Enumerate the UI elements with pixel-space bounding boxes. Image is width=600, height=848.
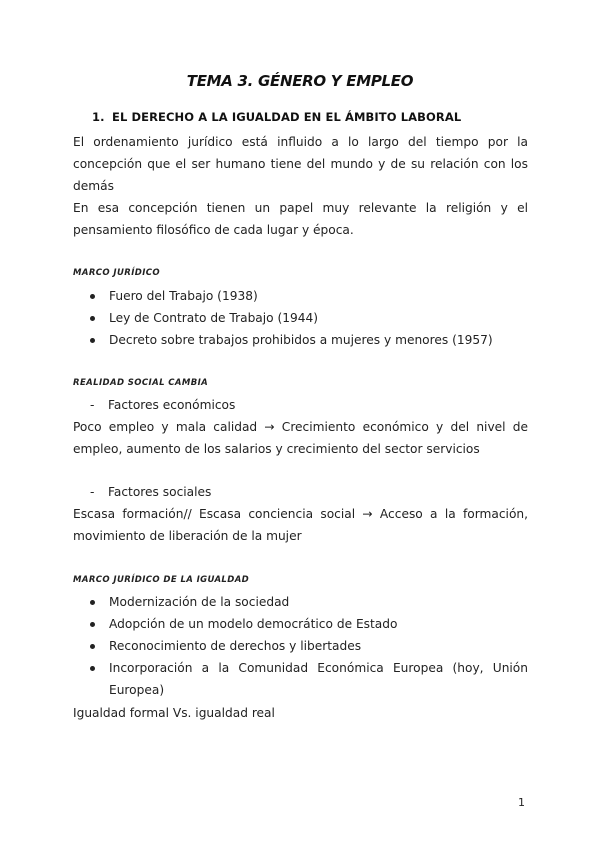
list-item-text: Incorporación a la Comunidad Económica Europea (hoy, Unión Europea) [109,661,528,697]
list-item [73,591,528,613]
list-item-text: Modernización de la sociedad [109,595,290,609]
dash-marker: - [90,485,95,499]
paragraph-intro: El ordenamiento jurídico está influido a lo largo del tiempo por la concepción que el ser humano tiene del mundo y de su relación con los demás [73,135,528,193]
page-title: TEMA 3. GÉNERO Y EMPLEO [186,72,414,90]
factor-economicos [90,394,235,416]
list-marco-juridico [73,285,528,351]
bullet-icon [90,600,95,605]
bullet-icon [90,294,95,299]
factor-label: Factores económicos [108,398,236,412]
list-marco-igualdad [73,591,528,701]
paragraph-concept: En esa concepción tienen un papel muy relevante la religión y el pensamiento filosófico de cada lugar y época. [73,201,528,237]
list-item-text: Reconocimiento de derechos y libertades [109,639,362,653]
list-item [73,613,528,635]
section-number: 1. [92,110,105,124]
list-item [73,329,528,351]
list-item [73,635,528,657]
list-item-text: Ley de Contrato de Trabajo (1944) [109,311,319,325]
page-number: 1 [518,796,525,809]
list-item-text: Decreto sobre trabajos prohibidos a mujeres y menores (1957) [109,333,493,347]
bullet-icon [90,316,95,321]
bullet-icon [90,622,95,627]
subheading-marco-juridico: MARCO JURÍDICO [73,268,161,278]
bullet-icon [90,644,95,649]
factor-sociales [90,481,211,503]
list-item-text: Fuero del Trabajo (1938) [109,289,258,303]
paragraph-closing: Igualdad formal Vs. igualdad real [73,706,275,720]
list-item-text: Adopción de un modelo democrático de Estado [109,617,398,631]
dash-marker: - [90,398,95,412]
section-heading-text: EL DERECHO A LA IGUALDAD EN EL ÁMBITO LABORAL [112,110,462,124]
list-item [73,285,528,307]
bullet-icon [90,338,95,343]
section-heading [92,110,461,124]
list-item [73,657,528,701]
bullet-icon [90,666,95,671]
paragraph-factores-sociales: Escasa formación// Escasa conciencia social → Acceso a la formación, movimiento de liberación de la mujer [73,507,528,543]
factor-label: Factores sociales [108,485,212,499]
subheading-realidad-social: REALIDAD SOCIAL CAMBIA [73,378,209,388]
subheading-marco-igualdad: MARCO JURÍDICO DE LA IGUALDAD [73,575,250,585]
paragraph-factores-economicos: Poco empleo y mala calidad → Crecimiento económico y del nivel de empleo, aumento de los salarios y crecimiento del sector servicios [73,420,528,456]
list-item [73,307,528,329]
